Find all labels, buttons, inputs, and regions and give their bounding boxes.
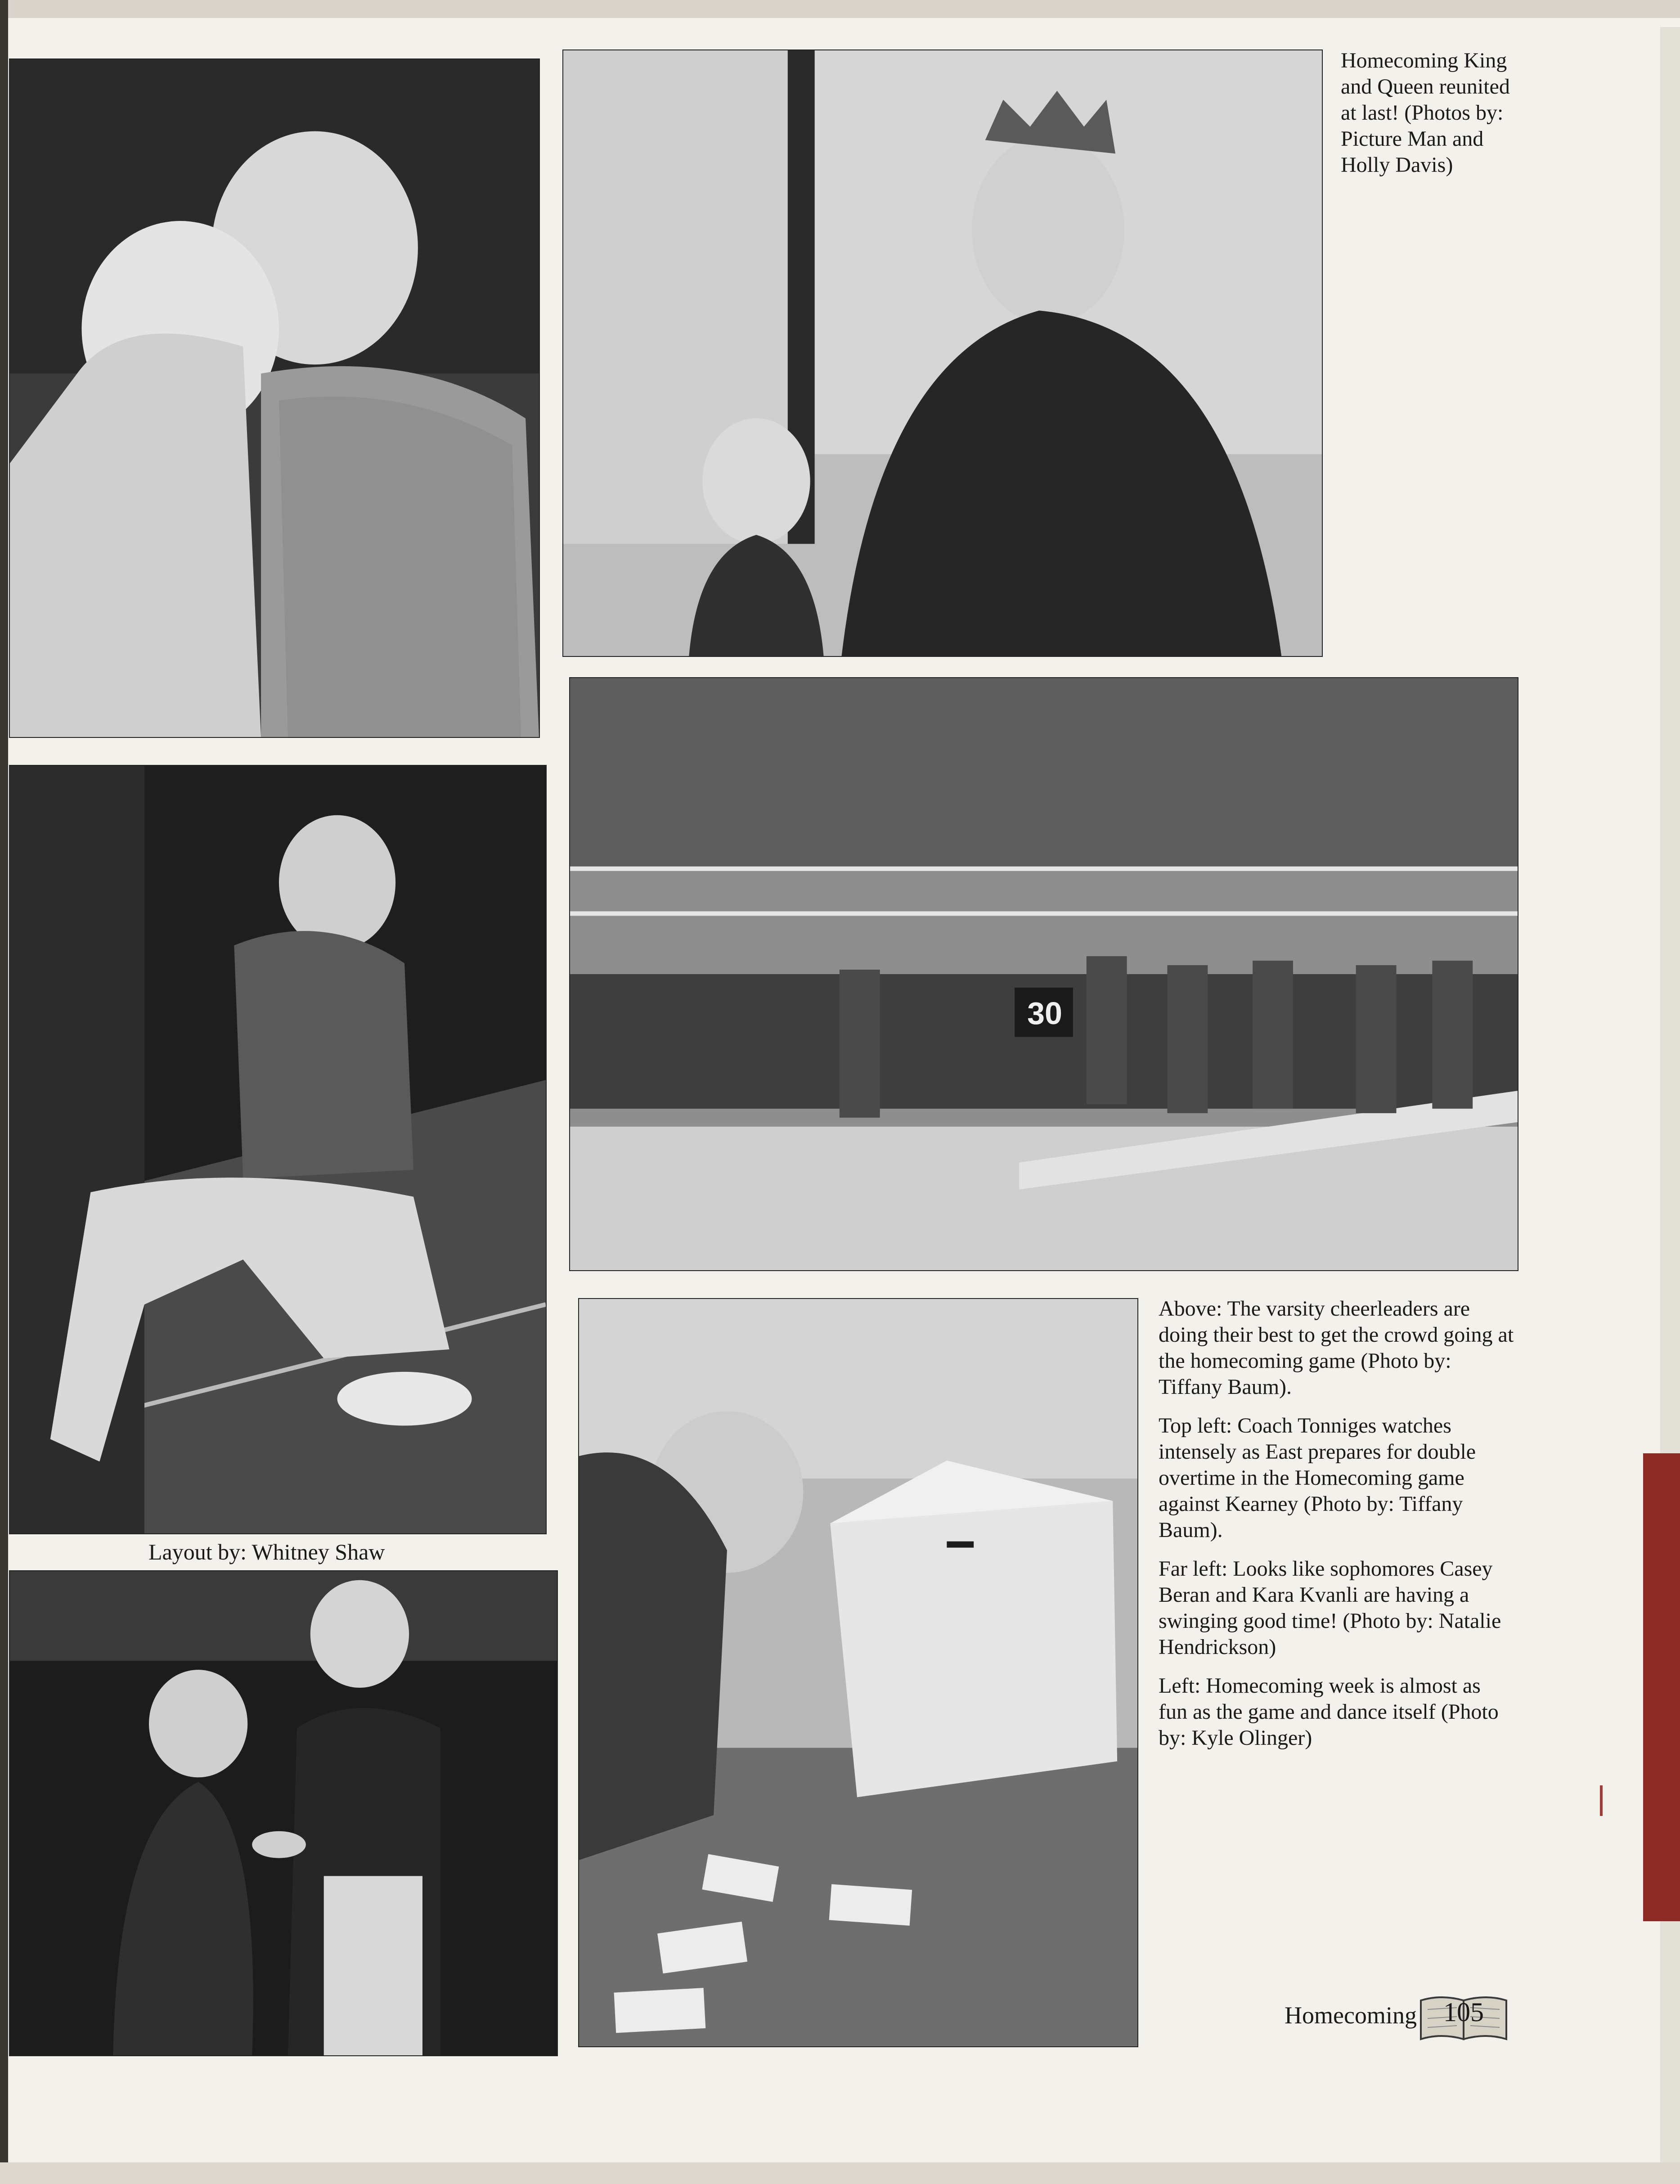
photo-couple-hug: [9, 58, 540, 738]
page-number: 105: [1443, 1997, 1484, 2027]
page-bottom-edge: [0, 2162, 1680, 2184]
caption-top-left: Top left: Coach Tonniges watches intensely as East prepares for double overtime in the Homecoming game against Kearney (Photo by: Tiffany Baum).: [1159, 1414, 1476, 1542]
binding-edge: [0, 0, 8, 2184]
section-tab-mark: [1600, 1785, 1603, 1816]
photo-voting-box: [578, 1298, 1138, 2047]
field-marker-30: 30: [1027, 996, 1062, 1031]
page-top-edge: [0, 0, 1680, 18]
caption-king-queen: Homecoming King and Queen reunited at last! (Photos by: Picture Man and Holly Davis): [1341, 49, 1510, 177]
caption-above: Above: The varsity cheerleaders are doing their best to get the crowd going at the homecoming game (Photo by: Tiffany Baum).: [1159, 1297, 1514, 1399]
section-tab: [1643, 1453, 1680, 1921]
photo-coach-kneeling: [9, 765, 547, 1534]
photo-king-queen: [562, 49, 1323, 657]
layout-credit: Layout by: Whitney Shaw: [148, 1539, 385, 1564]
photo-cheerleaders-stadium: [569, 677, 1518, 1271]
caption-far-left: Far left: Looks like sophomores Casey Beran and Kara Kvanli are having a swinging good time! (Photo by: Natalie Hendrickson): [1159, 1557, 1501, 1659]
photo-dancing-couple: [9, 1570, 558, 2056]
footer-section-label: Homecoming: [1285, 2002, 1417, 2029]
caption-column: [1159, 1296, 1514, 1764]
caption-left: Left: Homecoming week is almost as fun as the game and dance itself (Photo by: Kyle Olinger): [1159, 1674, 1499, 1750]
